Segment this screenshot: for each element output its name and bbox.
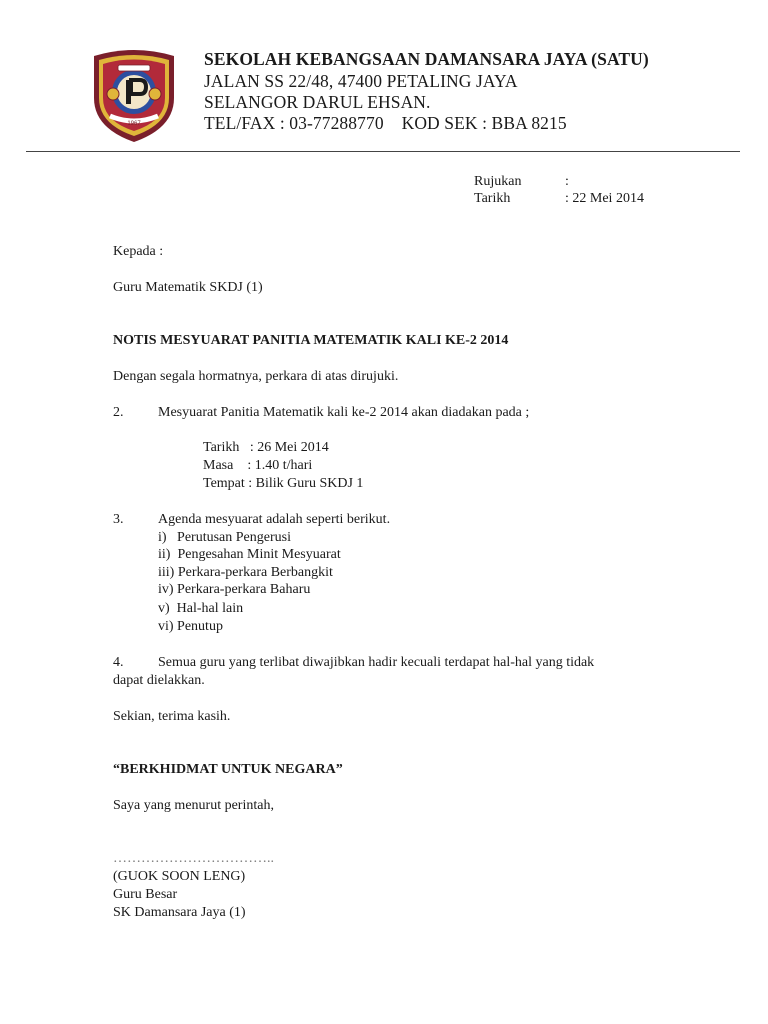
agenda-item: iv) Perkara-perkara Baharu: [158, 582, 311, 597]
recipient-name: Guru Matematik SKDJ (1): [113, 280, 263, 295]
para-3-text: Agenda mesyuarat adalah seperti berikut.: [158, 512, 391, 527]
agenda-item: ii) Pengesahan Minit Mesyuarat: [158, 547, 341, 562]
closing-line: Sekian, terima kasih.: [113, 709, 231, 724]
crest-year: 1967: [127, 121, 141, 127]
signatory-name: (GUOK SOON LENG): [113, 869, 246, 884]
letter-subject: NOTIS MESYUARAT PANITIA MATEMATIK KALI KE-2 2014: [113, 333, 509, 348]
school-name: SEKOLAH KEBANGSAAN DAMANSARA JAYA (SATU): [204, 49, 649, 69]
agenda-item: i) Perutusan Pengerusi: [158, 530, 291, 545]
signatory-school: SK Damansara Jaya (1): [113, 905, 246, 920]
header-divider: [26, 151, 740, 152]
signature-line: ……………………………..: [113, 851, 274, 866]
rujukan-label: Rujukan: [474, 174, 522, 189]
tarikh-label: Tarikh: [474, 191, 511, 206]
para-4-line-1: Semua guru yang terlibat diwajibkan hadir kecuali terdapat hal-hal yang tidak: [158, 655, 595, 670]
contact-line: TEL/FAX : 03-77288770 KOD SEK : BBA 8215: [204, 113, 567, 133]
school-crest-logo: [88, 46, 180, 144]
detail-tempat: Tempat : Bilik Guru SKDJ 1: [203, 476, 364, 491]
agenda-item: iii) Perkara-perkara Berbangkit: [158, 565, 333, 580]
rujukan-value: :: [565, 174, 569, 189]
tarikh-value: : 22 Mei 2014: [565, 191, 644, 206]
detail-masa: Masa : 1.40 t/hari: [203, 458, 313, 473]
para-4-number: 4.: [113, 655, 124, 670]
para-3-number: 3.: [113, 512, 124, 527]
agenda-item: v) Hal-hal lain: [158, 601, 244, 616]
signature-intro: Saya yang menurut perintah,: [113, 798, 274, 813]
address-line-1: JALAN SS 22/48, 47400 PETALING JAYA: [204, 71, 518, 91]
signatory-title: Guru Besar: [113, 887, 178, 902]
para-2-number: 2.: [113, 405, 124, 420]
motto: “BERKHIDMAT UNTUK NEGARA”: [113, 762, 343, 777]
detail-tarikh: Tarikh : 26 Mei 2014: [203, 440, 329, 455]
para-2-text: Mesyuarat Panitia Matematik kali ke-2 2014 akan diadakan pada ;: [158, 405, 530, 420]
opening-line: Dengan segala hormatnya, perkara di atas dirujuki.: [113, 369, 399, 384]
address-line-2: SELANGOR DARUL EHSAN.: [204, 92, 431, 112]
recipient-label: Kepada :: [113, 244, 164, 259]
agenda-item: vi) Penutup: [158, 619, 223, 634]
para-4-line-2: dapat dielakkan.: [113, 673, 205, 688]
